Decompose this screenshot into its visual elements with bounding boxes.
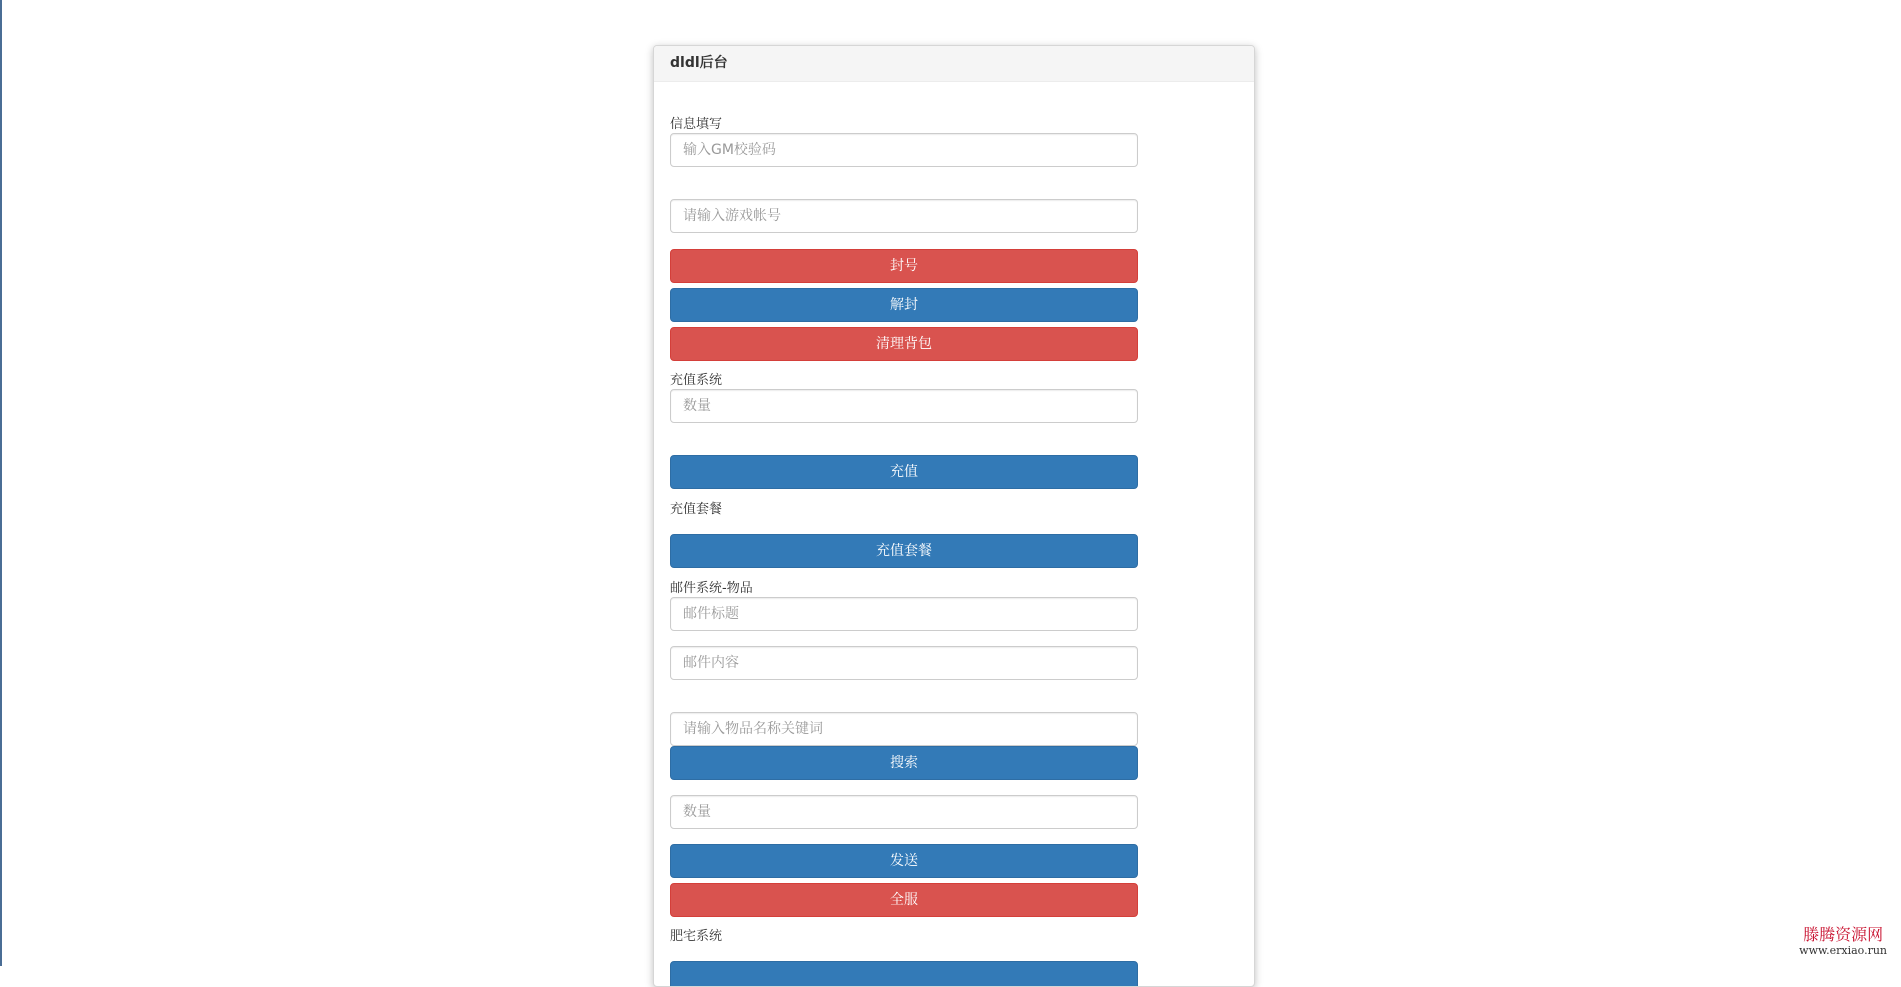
site-watermark [1799,927,1887,956]
unban-button[interactable]: 解封 [670,288,1138,322]
item-quantity-input[interactable] [670,795,1138,829]
search-button[interactable]: 搜索 [670,746,1138,780]
otaku-button[interactable] [670,961,1138,987]
clear-bag-button[interactable]: 清理背包 [670,327,1138,361]
gm-code-input[interactable] [670,133,1138,167]
recharge-package-button[interactable]: 充值套餐 [670,534,1138,568]
send-button[interactable]: 发送 [670,844,1138,878]
panel-title: dldl后台 [654,46,1254,82]
info-section-label: 信息填写 [670,117,1138,133]
admin-panel [653,45,1255,987]
ban-button[interactable]: 封号 [670,249,1138,283]
item-search-input[interactable] [670,712,1138,746]
package-section-label: 充值套餐 [670,502,1138,518]
all-server-button[interactable]: 全服 [670,883,1138,917]
mail-content-input[interactable] [670,646,1138,680]
watermark-title: 滕腾资源网 [1799,927,1887,943]
mail-section-label: 邮件系统-物品 [670,581,1138,597]
recharge-amount-input[interactable] [670,389,1138,423]
watermark-url: www.erxiao.run [1799,945,1887,956]
mail-title-input[interactable] [670,597,1138,631]
recharge-section-label: 充值系统 [670,373,1138,389]
otaku-section-label: 肥宅系统 [670,929,1138,945]
window-left-edge [0,0,2,966]
game-account-input[interactable] [670,199,1138,233]
recharge-button[interactable]: 充值 [670,455,1138,489]
